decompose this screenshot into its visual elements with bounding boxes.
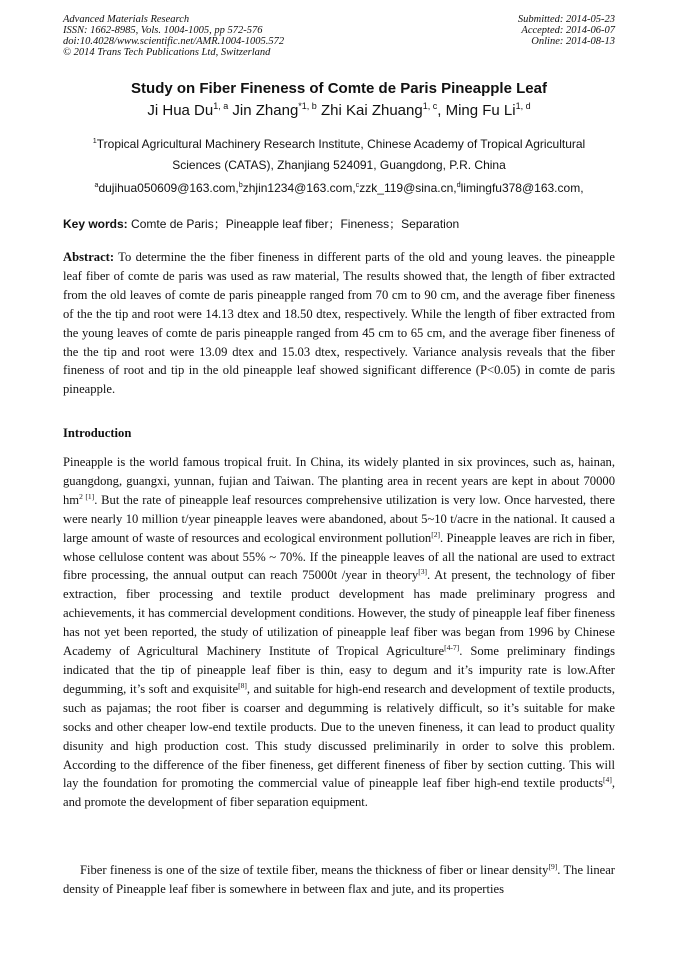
email-marker: a (94, 180, 99, 189)
paper-title: Study on Fiber Fineness of Comte de Paris Pineapple Leaf (131, 80, 547, 97)
accepted-date: Accepted: 2014-06-07 (521, 25, 615, 36)
email-link[interactable]: limingfu378@163.com, (460, 181, 584, 195)
paragraph-text: . At present, the technology of fiber extraction, fiber processing and textile product development has made preliminary progress and achievements, it has commercial development conditions. However, the study of pineapple leaf fiber fineness has not yet been reported, the study of utilization of pineapple leaf fiber was began from 1996 by Chinese Academy of Agricultural Machinery Institute of Tropical Agriculture (63, 568, 616, 659)
journal-name: Advanced Materials Research (63, 14, 190, 25)
paragraph-text: . The linear density of Pineapple leaf fiber is somewhere in between flax and jute, and its properties (63, 863, 615, 896)
abstract-label: Abstract: (63, 250, 115, 264)
author-marker: 1, c (422, 101, 438, 111)
keywords (63, 215, 615, 232)
author-marker: 1, d (515, 101, 531, 111)
paragraph-text: . But the rate of pineapple leaf resources comprehensive utilization is very low. Once harvested, there were nearly 10 million t/year pineapple leaves were abandoned, about 5~10 t/acre in the national. It caused a large amount of waste of resources and ecological environment pollution (63, 492, 615, 545)
citation: [4-7] (444, 642, 460, 652)
keywords-text: Comte de Paris；Pineapple leaf fiber；Fineness；Separation (127, 217, 460, 231)
email-link[interactable]: dujihua050609@163.com, (98, 181, 239, 195)
paragraph-text: , and suitable for high-end research and development of textile products, such as pajamas; the root fiber is coarser and degumming is relatively difficult, so it’s suitable for make socks and other cheaper low-end textile products. Due to the uneven fineness, it can lead to product quality disunity and high production cost. This study discussed preliminarily in order to solve this problem. According to the difference of the fiber fineness, get different fineness of fiber by section cutting. This will lay the foundation for promoting the commercial value of pineapple leaf fiber high-end textile products (63, 681, 615, 791)
affiliation-marker: 1 (92, 136, 97, 145)
email-marker: c (355, 180, 360, 189)
email-link[interactable]: zhjin1234@163.com, (242, 181, 356, 195)
email-marker: b (238, 180, 243, 189)
section-heading-introduction: Introduction (63, 426, 132, 440)
paragraph-text: . Pineapple leaves are rich in fiber, whose cellulose content was about 55% ~ 70%. If the pineapple leaves of all the national are used to extract fibre processing, the annual output can reach 75000t /year in theory (63, 530, 615, 583)
introduction-paragraph (63, 861, 615, 899)
citation: [4] (603, 775, 612, 785)
citation: [9] (548, 861, 558, 871)
submission-dates (518, 14, 615, 47)
author-marker: *1, b (298, 101, 317, 111)
citation: [3] (418, 567, 427, 577)
affiliation-line: Sciences (CATAS), Zhanjiang 524091, Guangdong, P.R. China (172, 158, 506, 172)
paragraph-text: Fiber fineness is one of the size of textile fiber, means the thickness of fiber or linear density (80, 863, 549, 877)
affiliation (63, 134, 615, 176)
citation: [2] (431, 529, 441, 539)
email-link[interactable]: zzk_119@sina.cn, (359, 181, 457, 195)
submitted-date: Submitted: 2014-05-23 (517, 14, 615, 25)
keywords-label: Key words: (63, 217, 128, 231)
journal-copyright: © 2014 Trans Tech Publications Ltd, Switzerland (63, 47, 271, 58)
email-marker: d (456, 180, 461, 189)
author-marker: 1, a (213, 101, 229, 111)
abstract (63, 248, 615, 399)
author-name: Zhi Kai Zhuang (320, 102, 423, 119)
citation: 2 [1] (79, 491, 95, 501)
paragraph-text: Pineapple is the world famous tropical fruit. In China, its widely planted in six provinces, such as, hainan, guangdong, guangxi, yunnan, fujian and Taiwan. The planting area in recent years are kept in about 70000 hm (63, 455, 615, 507)
journal-issn: ISSN: 1662-8985, Vols. 1004-1005, pp 572-576 (63, 25, 263, 36)
citation: [8] (238, 680, 247, 690)
affiliation-line: Tropical Agricultural Machinery Research Institute, Chinese Academy of Tropical Agricultural (96, 137, 586, 151)
paragraph-text: , and promote the development of fiber separation equipment. (63, 776, 615, 810)
author-name: Ji Hua Du (147, 102, 214, 119)
author-name: Jin Zhang (232, 102, 299, 119)
online-date: Online: 2014-08-13 (531, 36, 615, 47)
abstract-text: To determine the the fiber fineness in different parts of the old and young leaves. the pineapple leaf fiber of comte de paris was used as raw material, The results showed that, the length of fiber extracted from the old leaves of comte de paris pineapple ranged from 70 cm to 90 cm, and the average fiber fineness of the the tip and root were 14.13 dtex and 18.50 dtex, respectively. While the length of fiber extracted from the young leaves of comte de paris pineapple ranged from 45 cm to 65 cm, and the average fiber fineness of the the tip and root were 13.09 dtex and 15.03 dtex, respectively. Variance analysis reveals that the fiber fineness of root and tip in the old pineapple leaf showed significant difference (P<0.05) in comte de paris pineapple. (63, 250, 615, 397)
paragraph-text: . Some preliminary findings indicated that the tip of pineapple leaf fiber is thin, easy to degum and it’s impurity rate is low.After degumming, it’s soft and exquisite (63, 644, 616, 696)
introduction-paragraph (63, 453, 615, 812)
author-name: Ming Fu Li (445, 102, 516, 119)
author-list: Ji Hua Du$^{1, a}$ Jin Zhang$^{*1, b}$ Zhi Kai Zhuang$^{1, c}$, Ming Fu Li$^{1, d}$ (147, 101, 531, 119)
author-emails (40, 181, 638, 195)
journal-doi[interactable]: doi:10.4028/www.scientific.net/AMR.1004-1005.572 (63, 36, 285, 47)
journal-info (63, 14, 284, 58)
